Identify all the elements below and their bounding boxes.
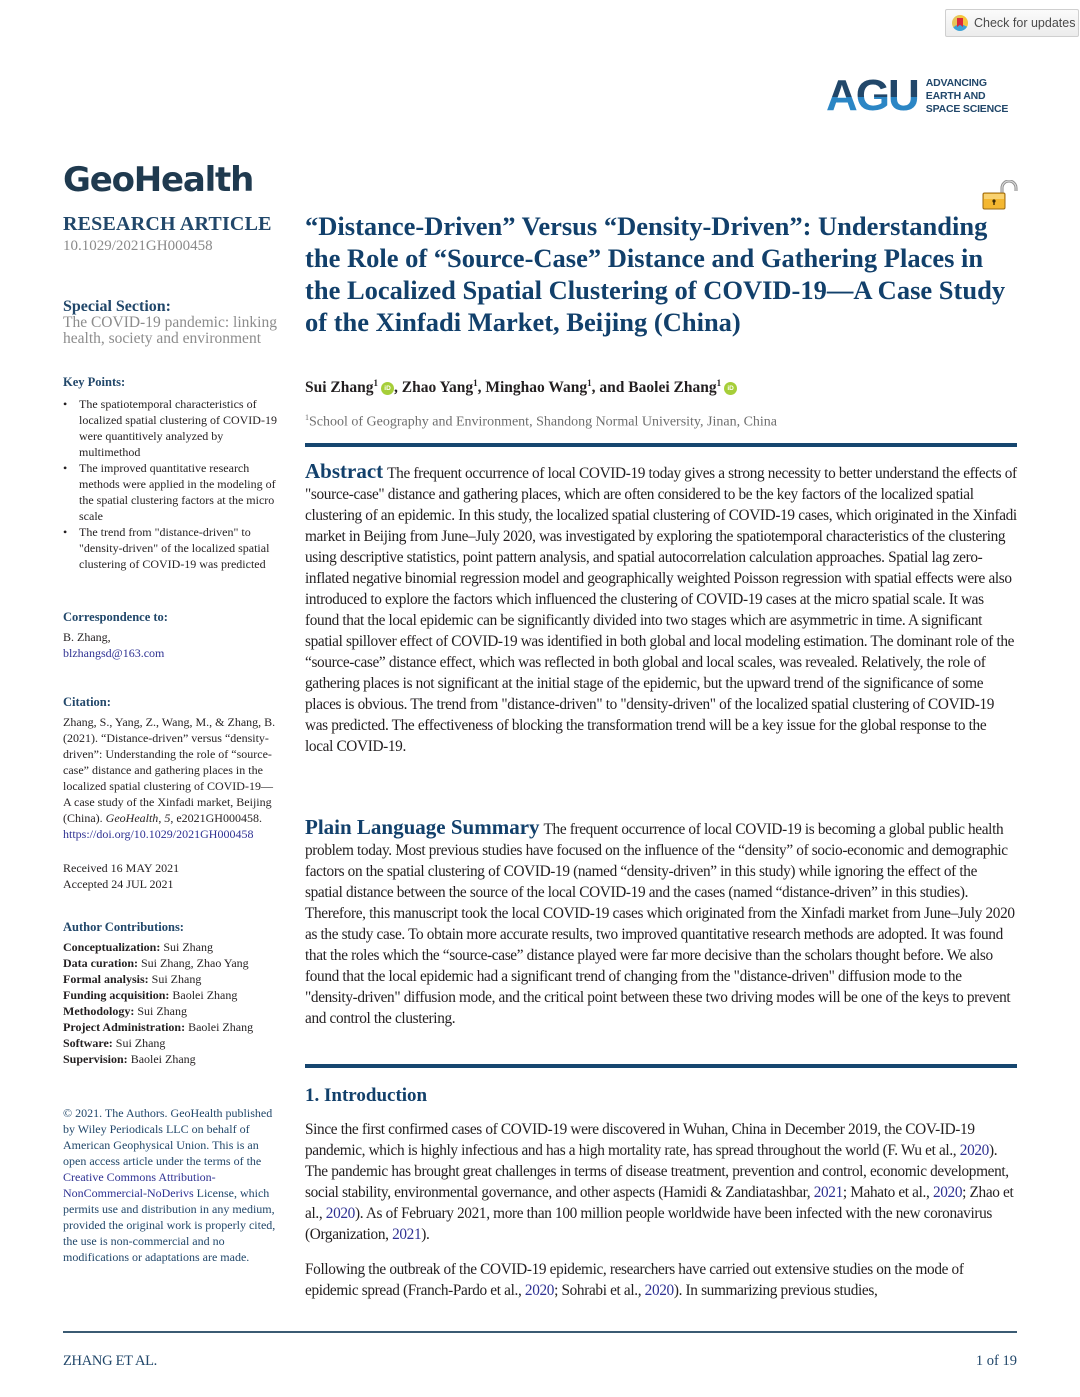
open-access-lock-icon xyxy=(982,180,1018,210)
orcid-icon[interactable]: iD xyxy=(381,382,394,395)
plain-language-summary-heading: Plain Language Summary xyxy=(305,815,540,839)
sidebar xyxy=(63,213,278,1265)
contribution-item: Conceptualization: Sui Zhang xyxy=(63,940,214,954)
correspondence-email-link[interactable]: blzhangsd@163.com xyxy=(63,646,165,660)
citation-link[interactable]: 2020 xyxy=(932,1184,963,1201)
footer-divider xyxy=(63,1331,1017,1333)
running-head: ZHANG ET AL. xyxy=(63,1353,157,1369)
citation-link[interactable]: 2020 xyxy=(959,1142,989,1159)
citation-link[interactable]: 2020 xyxy=(524,1282,555,1299)
affiliation xyxy=(305,413,777,431)
agu-logo xyxy=(826,71,1009,120)
key-point: • The spatiotemporal characteristics of localized spatial clustering of COVID-19 were quantitively analyzed by multimethod xyxy=(63,396,278,460)
citation-heading: Citation: xyxy=(63,695,111,709)
author-list xyxy=(305,378,737,397)
page-number: 1 of 19 xyxy=(975,1353,1017,1369)
author-name[interactable]: Sui Zhang xyxy=(305,379,374,397)
abstract-text: The frequent occurrence of local COVID-19 today gives a strong necessity to better understand the effects of "source-case" distance and gathering places, which are often considered to be the key factors of the localized spatial clustering of an epidemic. In this study, the localized spatial clustering of COVID-19 cases, which originated in the Xinfadi market in Beijing from June–July 2020, was investigated by exploring the spatiotemporal characteristics of the clustering using descriptive statistics, point pattern analysis, and spatial autocorrelation calculation approaches. Spatial lag zero-inflated negative binomial regression model and geographically weighted Poisson regression with spatial effects were also introduced to explore the factors which influenced the clustering of COVID-19 cases at the micro spatial scale. It was found that the local epidemic can be significantly divided into two stages which are asymmetric in time. A significant spatial spillover effect of COVID-19 was identified in both global and local modeling estimation. The dominant role of the “source-case” distance effect, which was reflected in both global and local scales, was revealed. Relatively, the role of gathering places is not significant at the initial stage of the epidemic, but the upward trend of the significance of some places is obvious. The trend from "distance-driven" to "density-driven" of the localized spatial clustering of COVID-19 was predicted. The effectiveness of blocking the transformation trend will be a key issue for the global response to the local COVID-19. xyxy=(305,465,1017,755)
affiliation-marker: 1 xyxy=(716,378,722,388)
affiliation-marker: 1 xyxy=(473,378,478,388)
contribution-item: Methodology: Sui Zhang xyxy=(63,1004,187,1018)
affiliation-marker: 1 xyxy=(305,413,309,422)
author-contributions-heading: Author Contributions: xyxy=(63,920,184,934)
correspondence-heading: Correspondence to: xyxy=(63,610,168,624)
license-notice xyxy=(63,1105,278,1265)
article-type: RESEARCH ARTICLE xyxy=(63,213,272,235)
correspondence-block xyxy=(63,629,278,661)
article-dates xyxy=(63,860,278,892)
accepted-date: Accepted 24 JUL 2021 xyxy=(63,877,174,891)
introduction-heading: 1. Introduction xyxy=(305,1085,428,1106)
divider xyxy=(305,1064,1017,1068)
introduction-paragraph: Since the first confirmed cases of COVID-19 were discovered in Wuhan, China in December 2019, the COV-ID-19 pandemic, which is highly infectious and has a high mortality rate, has spread throughout the world (F. Wu et al., 2020). The pandemic has brought great challenges in terms of disease treatment, prevention and control, economic development, social stability, environmental governance, and other aspects (Hamidi & Zandiatashbar, 2021; Mahato et al., 2020; Zhao et al., 2020). As of February 2021, more than 100 million people worldwide have been infected with the new coronavirus (Organization, 2021). xyxy=(305,1121,1014,1243)
contribution-item: Data curation: Sui Zhang, Zhao Yang xyxy=(63,956,249,970)
plain-language-summary xyxy=(305,817,1017,1029)
key-point: • The improved quantitative research methods were applied in the modeling of the spatial clustering factors at the micro scale xyxy=(63,460,278,524)
agu-tagline xyxy=(926,77,1008,116)
key-points-list xyxy=(63,396,278,572)
contribution-item: Software: Sui Zhang xyxy=(63,1036,166,1050)
citation-link[interactable]: 2021 xyxy=(392,1226,422,1243)
license-text: License, which permits use and distribution in any medium, provided the original work is properly cited, the use is non-commercial and no modifications or adaptations are made. xyxy=(63,1186,276,1264)
agu-tagline-line: ADVANCING xyxy=(925,76,987,89)
affiliation-marker: 1 xyxy=(587,378,592,388)
special-section-heading: Special Section: xyxy=(63,298,171,315)
agu-tagline-line: EARTH AND xyxy=(925,89,986,102)
license-text: © 2021. The Authors. GeoHealth published by Wiley Periodicals LLC on behalf of American Geophysical Union. This is an open access article under the terms of the xyxy=(63,1106,273,1168)
check-for-updates-label: Check for updates xyxy=(974,16,1076,30)
contribution-item: Formal analysis: Sui Zhang xyxy=(63,972,202,986)
contribution-item: Supervision: Baolei Zhang xyxy=(63,1052,196,1066)
key-points-heading: Key Points: xyxy=(63,375,126,389)
citation-volume: 5 xyxy=(164,811,171,825)
abstract-heading: Abstract xyxy=(305,459,384,483)
special-section-name[interactable]: The COVID-19 pandemic: linking health, society and environment xyxy=(63,314,277,347)
citation-article-number: , e2021GH000458. xyxy=(170,811,262,825)
journal-name: GeoHealth xyxy=(63,160,254,200)
abstract xyxy=(305,461,1017,757)
citation-journal: GeoHealth xyxy=(105,811,159,825)
contribution-item: Project Administration: Baolei Zhang xyxy=(63,1020,254,1034)
article-title: “Distance-Driven” Versus “Density-Driven”: Understanding the Role of “Source-Case” Distance and Gathering Places in the Localized Spatial Clustering of COVID-19—A Case Study of the Xinfadi Market, Beijing (China) xyxy=(305,211,1006,337)
agu-tagline-line: SPACE SCIENCE xyxy=(925,102,1009,115)
author-separator: , and xyxy=(591,379,629,397)
crossmark-icon xyxy=(952,15,968,31)
citation-doi-link[interactable]: https://doi.org/10.1029/2021GH000458 xyxy=(63,827,254,841)
orcid-icon[interactable]: iD xyxy=(724,382,737,395)
plain-language-summary-text: The frequent occurrence of local COVID-19 is becoming a global public health problem today. Most previous studies have focused on the influence of the “density” of socio-economic and demographic factors on the spatial clustering of COVID-19 (named “density-driven” in this study) while ignoring the effect of the spatial distance between the source of the local COVID-19 and the cases (named “distance-driven” in this studies). Therefore, this manuscript took the local COVID-19 cases which originated from the Xinfadi market from June–July 2020 as the study case. To obtain more accurate results, two improved quantitative research methods are adopted. It was found that the roles which the “source-case” distance played were far more decisive than the scholars thought before. We also found that the local epidemic had a significant trend of changing from the "distance-driven" diffusion mode to the "density-driven" diffusion mode, and the critical point between these two driving modes will be one of the keys to prevent and control the clustering. xyxy=(305,821,1015,1027)
correspondence-name: B. Zhang, xyxy=(63,630,111,644)
author-name[interactable]: Baolei Zhang xyxy=(628,379,717,397)
citation-link[interactable]: 2020 xyxy=(644,1282,674,1299)
agu-logo-letters: AGU xyxy=(826,71,918,120)
author-separator: , xyxy=(394,379,402,397)
divider xyxy=(305,443,1017,447)
affiliation-text: School of Geography and Environment, Shandong Normal University, Jinan, China xyxy=(309,414,778,430)
received-date: Received 16 MAY 2021 xyxy=(63,861,180,875)
introduction-paragraph: Following the outbreak of the COVID-19 epidemic, researchers have carried out extensive studies on the mode of epidemic spread (Franch-Pardo et al., 2020; Sohrabi et al., 2020). In summarizing previous studies, xyxy=(305,1261,964,1299)
citation-link[interactable]: 2020 xyxy=(325,1205,355,1222)
article-doi: 10.1029/2021GH000458 xyxy=(63,238,213,254)
author-name[interactable]: Minghao Wang xyxy=(485,379,588,397)
citation-body: Zhang, S., Yang, Z., Wang, M., & Zhang, B. (2021). “Distance-driven” versus “density-driven”: Understanding the role of “source-case” distance and gathering places in the localized spatial clustering of COVID-19—A case study of the Xinfadi market, Beijing (China). xyxy=(63,715,276,825)
creative-commons-link[interactable]: Creative Commons Attribution-NonCommercial-NoDerivs xyxy=(63,1170,216,1200)
citation-link[interactable]: 2021 xyxy=(813,1184,843,1201)
author-contributions-list xyxy=(63,939,278,1067)
check-for-updates-button[interactable] xyxy=(945,9,1079,37)
key-point: • The trend from "distance-driven" to "density-driven" of the localized spatial clustering of COVID-19 was predicted xyxy=(63,524,278,572)
contribution-item: Funding acquisition: Baolei Zhang xyxy=(63,988,238,1002)
citation-text: Zhang, S., Yang, Z., Wang, M., & Zhang, B. (2021). “Distance-driven” versus “density-driven”: Understanding the role of “source-case” distance and gathering places in the localized spatial clustering of COVID-19—A case study of the Xinfadi market, Beijing (China). GeoHealth, 5, e2021GH000458. https://doi.org/10.1029/2021GH000458 xyxy=(63,715,276,841)
author-name[interactable]: Zhao Yang xyxy=(401,379,474,397)
affiliation-marker: 1 xyxy=(373,378,379,388)
author-separator: , xyxy=(477,379,486,397)
